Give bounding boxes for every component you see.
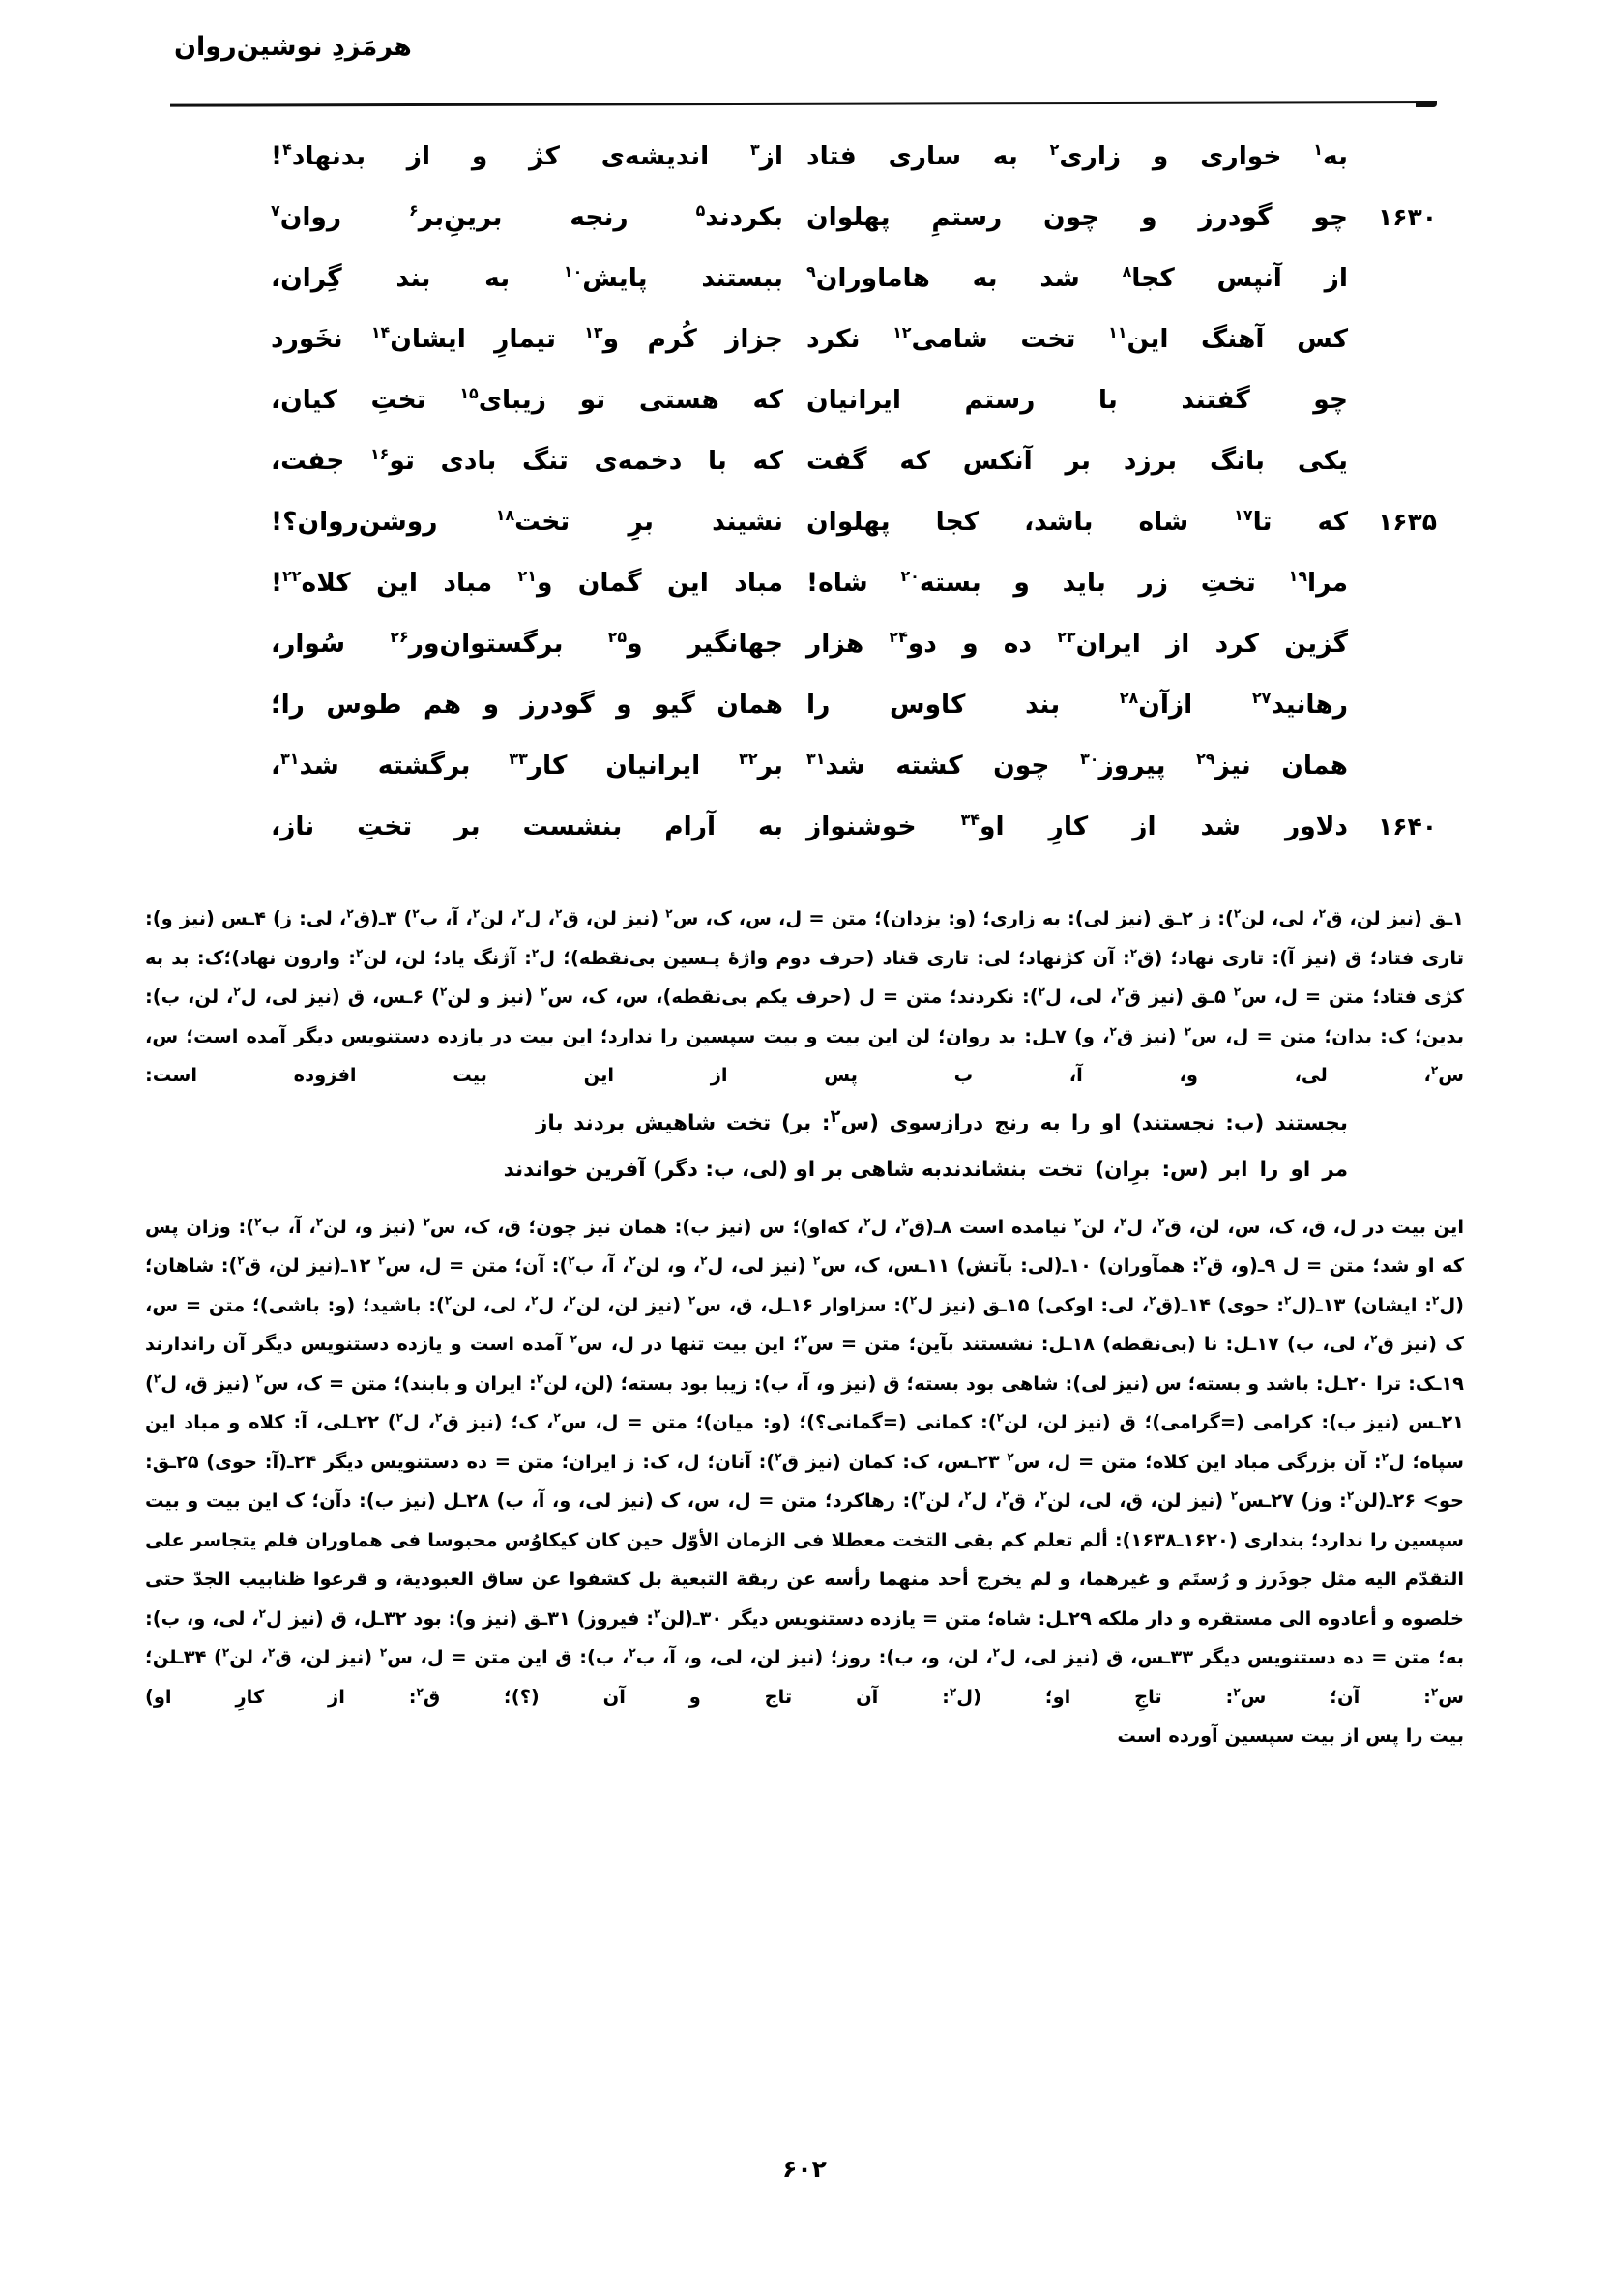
verse-row bbox=[172, 811, 1437, 872]
verse-number: ۱۶۳۰ bbox=[1377, 203, 1437, 231]
verse-row bbox=[172, 629, 1437, 690]
verse-hemistich-left: مباد این گمان و$^{۲۱}$ مباد این کلاه$^{۲۲}$! bbox=[271, 567, 783, 598]
verse-hemistich-right: چو گودرز و چون رستمِ پهلوان bbox=[806, 202, 1348, 232]
verse-hemistich-left: ببستند پایش$^{۱۰}$ به بند گِران، bbox=[271, 262, 783, 293]
verse-hemistich-left: بر$^{۳۲}$ ایرانیان کار$^{۳۳}$ برگشته شد$^{۳۱}$، bbox=[271, 750, 783, 780]
verse-row bbox=[172, 690, 1437, 751]
verse-hemistich-left: جزاز کُرم و$^{۱۳}$ تیمارِ ایشان$^{۱۴}$ نخَورد bbox=[271, 323, 784, 354]
verse-hemistich-left: جهانگیر و$^{۲۵}$ برگستوان‌ور$^{۲۶}$ سُوار، bbox=[271, 628, 783, 659]
verse-row bbox=[172, 568, 1437, 629]
verse-number: ۱۶۳۵ bbox=[1377, 508, 1437, 536]
verse-hemistich-right: کس آهنگ این$^{۱۱}$ تخت شامی$^{۱۲}$ نکرد bbox=[806, 323, 1348, 354]
page-title: هرمَزدِ نوشین‌روان bbox=[174, 32, 412, 62]
verse-row bbox=[172, 751, 1437, 811]
verse-hemistich-right: مرا$^{۱۹}$ تختِ زر باید و بسته$^{۲۰}$ شاه! bbox=[806, 567, 1348, 598]
verse-hemistich-right: رهانید$^{۲۷}$ ازآن$^{۲۸}$ بند کاوس را bbox=[806, 689, 1348, 720]
verse-hemistich-right: یکی بانگ برزد بر آنکس که گفت bbox=[806, 446, 1348, 476]
verse-block bbox=[172, 141, 1437, 872]
apparatus-inset-couplet bbox=[145, 1098, 1464, 1204]
inset-couplet-line bbox=[145, 1151, 1464, 1204]
verse-row bbox=[172, 385, 1437, 446]
critical-apparatus bbox=[145, 899, 1464, 1756]
running-header bbox=[174, 33, 1435, 77]
verse-hemistich-left: از$^۳$ اندیشه‌ی کژ و از بدنهاد$^۴$! bbox=[271, 140, 783, 171]
verse-hemistich-left: همان گیو و گودرز و هم طوس را؛ bbox=[271, 690, 783, 720]
apparatus-paragraph: ۱ـق (نیز لن، ق$^۲$، لی، لن$^۲$): ز ۲ـق (نیز لی): به زاری؛ (و: یزدان)؛ متن = ل، س، ک، س$^۲$ (نیز لن، ق$^۲$، ل$^۲$، لن$^۲$، آ، ب$^۲$) ۳ـ(ق$^۲$، لی: ز) ۴ـس (نیز و): تاری فتاد؛ ق (نیز آ): تاری نهاد؛ (ق$^۲$: آن کژنهاد؛ لی: تاری قناد (حرف دوم واژهٔ پـسین بی‌نقطه)؛ ل$^۲$: آژنگ یاد؛ لن، لن$^۲$: وارون نهاد)؛ک: بد به کژی فتاد؛ متن = ل، س$^۲$ ۵ـق (نیز ق$^۲$، لی، ل$^۲$): نکردند؛ متن = ل (حرف یکم بی‌نقطه)، س، ک، س$^۲$ (نیز و لن$^۲$) ۶ـس، ق (نیز لی، ل$^۲$، لن، ب): بدین؛ ک: بدان؛ متن = ل، س$^۲$ (نیز ق$^۲$، و) ۷ـل: بد روان؛ لن این بیت و بیت سپسین را ندارد؛ این بیت در یازده دستنویس دیگر آمده است؛ س، س$^۲$، لی، و، آ، ب پس از این بیت افزوده است: bbox=[145, 906, 1464, 1086]
inset-hemistich-left: سوی (س$^۲$: بر) تخت شاهیش بردند باز bbox=[536, 1105, 942, 1135]
verse-row bbox=[172, 202, 1437, 263]
verse-row bbox=[172, 324, 1437, 385]
verse-hemistich-left: که هستی تو زیبای$^{۱۵}$ تختِ کیان، bbox=[271, 384, 784, 415]
verse-row bbox=[172, 141, 1437, 202]
inset-hemistich-right: مر او را ابر (س: برِان) تخت بنشاندند bbox=[942, 1157, 1348, 1182]
verse-row bbox=[172, 446, 1437, 507]
verse-hemistich-right: که تا$^{۱۷}$ شاه باشد، کجا پهلوان bbox=[806, 506, 1348, 537]
header-divider-rule bbox=[170, 101, 1437, 107]
inset-hemistich-right: بجستند (ب: نجستند) او را به رنج دراز bbox=[942, 1110, 1348, 1135]
verse-hemistich-right: چو گفتند با رستم ایرانیان bbox=[806, 385, 1348, 415]
inset-couplet-line bbox=[145, 1098, 1464, 1151]
verse-row bbox=[172, 263, 1437, 324]
verse-hemistich-left: نشیند برِ تخت$^{۱۸}$ روشن‌روان؟! bbox=[271, 506, 783, 537]
verse-number: ۱۶۴۰ bbox=[1377, 812, 1437, 840]
folio-number: ۶۰۲ bbox=[782, 2155, 827, 2183]
verse-hemistich-right: دلاور شد از کارِ او$^{۳۴}$ خوشنواز bbox=[806, 810, 1349, 841]
verse-hemistich-right: گزین کرد از ایران$^{۲۳}$ ده و دو$^{۲۴}$ هزار bbox=[806, 628, 1348, 659]
verse-hemistich-left: بکردند$^۵$ رنجه برینِ‌بر$^۶$ روان$^۷$ bbox=[271, 201, 783, 232]
inset-hemistich-left: به شاهی بر او (لی، ب: دگر) آفرین خواندند bbox=[503, 1157, 942, 1182]
apparatus-paragraph: بیت را پس از بیت سپسین آورده است bbox=[1117, 1724, 1464, 1747]
verse-hemistich-left: به آرام بنشست بر تختِ ناز، bbox=[271, 811, 783, 841]
verse-hemistich-right: از آنپس کجا$^۸$ شد به هاماوران$^۹$ bbox=[806, 262, 1348, 293]
verse-hemistich-right: همان نیز$^{۲۹}$ پیروز$^{۳۰}$ چون کشته شد$^{۳۱}$ bbox=[806, 750, 1348, 780]
apparatus-paragraph: این بیت در ل، ق، ک، س، لن، ق$^۲$، ل$^۲$، لن$^۲$ نیامده است ۸ـ(ق$^۲$، ل$^۲$، که‌او)؛ س (نیز ب): همان نیز چون؛ ق، ک، س$^۲$ (نیز و، لن$^۲$، آ، ب$^۲$): وزان پس که او شد؛ متن = ل ۹ـ(و، ق$^۲$: همآوران) ۱۰ـ(لی: بآتش) ۱۱ـس، ک، س$^۲$ (نیز لی، ل$^۲$، و، لن$^۲$، آ، ب$^۲$): آن؛ متن = ل، س$^۲$ ۱۲ـ(نیز لن، ق$^۲$): شاهان؛ (ل$^۲$: ایشان) ۱۳ـ(ل$^۲$: حوی) ۱۴ـ(ق$^۲$، لی: اوکی) ۱۵ـق (نیز ل$^۲$): سزاوار ۱۶ـل، ق، س$^۲$ (نیز لن، لن$^۲$، ل$^۲$، لی، لن$^۲$): باشید؛ (و: باشی)؛ متن = س، ک (نیز ق$^۲$، لی، ب) ۱۷ـل: نا (بی‌نقطه) ۱۸ـل: نشستند بآین؛ متن = س$^۲$؛ این بیت تنها در ل، س$^۲$ آمده است و یازده دستنویس دیگر آن راندارند ۱۹ـک: ترا ۲۰ـل: باشد و بسته؛ س (نیز لی): شاهی بود بسته؛ ق (نیز و، آ، ب): زیبا بود بسته؛ (لن، لن$^۲$: ایران و بابند)؛ متن = ک، س$^۲$ (نیز ق، ل$^۲$) ۲۱ـس (نیز ب): کرامی (=گرامی)؛ ق (نیز لن، لن$^۲$): کمانی (=گمانی؟)؛ (و: میان)؛ متن = ل، س$^۲$، ک؛ (نیز ق$^۲$، ل$^۲$) ۲۲ـلی، آ: کلاه و مباد این سپاه؛ ل$^۲$: آن بزرگی مباد این کلاه؛ متن = ل، س$^۲$ ۲۳ـس، ک: کمان (نیز ق$^۲$): آنان؛ ل، ک: ز ایران؛ متن = ده دستنویس دیگر ۲۴ـ(آ: حوی) ۲۵ـق: حو> ۲۶ـ(لن$^۲$: وز) ۲۷ـس$^۲$ (نیز لن، ق، لی، لن$^۲$، ق$^۲$، ل$^۲$، لن$^۲$): رهاکرد؛ متن = ل، س، ک (نیز لی، و، آ، ب) ۲۸ـل (نیز ب): دآن؛ ک این بیت و بیت سپسین را ندارد؛ بنداری (۱۶۲۰ـ۱۶۳۸): ألم تعلم کم بقی التخت معطلا فی الزمان الأوّل حین کان کیکاوُس محبوسا فی هماوران فلم یتجاسر علی التقدّم الیه مثل جوذَرز و رُستَم و غیرهما، و لم یخرج أحد منهما رأسه عن ربقة التبعیة بل کشفوا عن ساق العبودیة، و قرعوا ظنابیب الجدّ حتی خلصوه و أعادوه الی مستقره و دار ملکه ۲۹ـل: شاه؛ متن = یازده دستنویس دیگر ۳۰ـ(لن$^۲$: فیروز) ۳۱ـق (نیز و): بود ۳۲ـل، ق (نیز ل$^۲$، لی، و، ب): به؛ متن = ده دستنویس دیگر ۳۳ـس، ق (نیز لی، ل$^۲$، لن، و، ب): روز؛ (نیز لن، لی، و، آ، ب$^۲$، ب): ق این متن = ل، س$^۲$ (نیز لن، ق$^۲$، لن$^۲$) ۳۴ـلن؛ س$^۲$: آن؛ س$^۲$: تاجِ او؛ (ل$^۲$: آن تاج و آن (؟)؛ ق$^۲$: از کارِ او) bbox=[145, 1215, 1465, 1708]
verse-hemistich-left: که با دخمه‌ی تنگ بادی تو$^{۱۶}$ جفت، bbox=[271, 445, 783, 476]
verse-row bbox=[172, 507, 1437, 568]
verse-hemistich-right: به$^۱$ خواری و زاری$^۲$ به ساری فتاد bbox=[806, 140, 1348, 171]
